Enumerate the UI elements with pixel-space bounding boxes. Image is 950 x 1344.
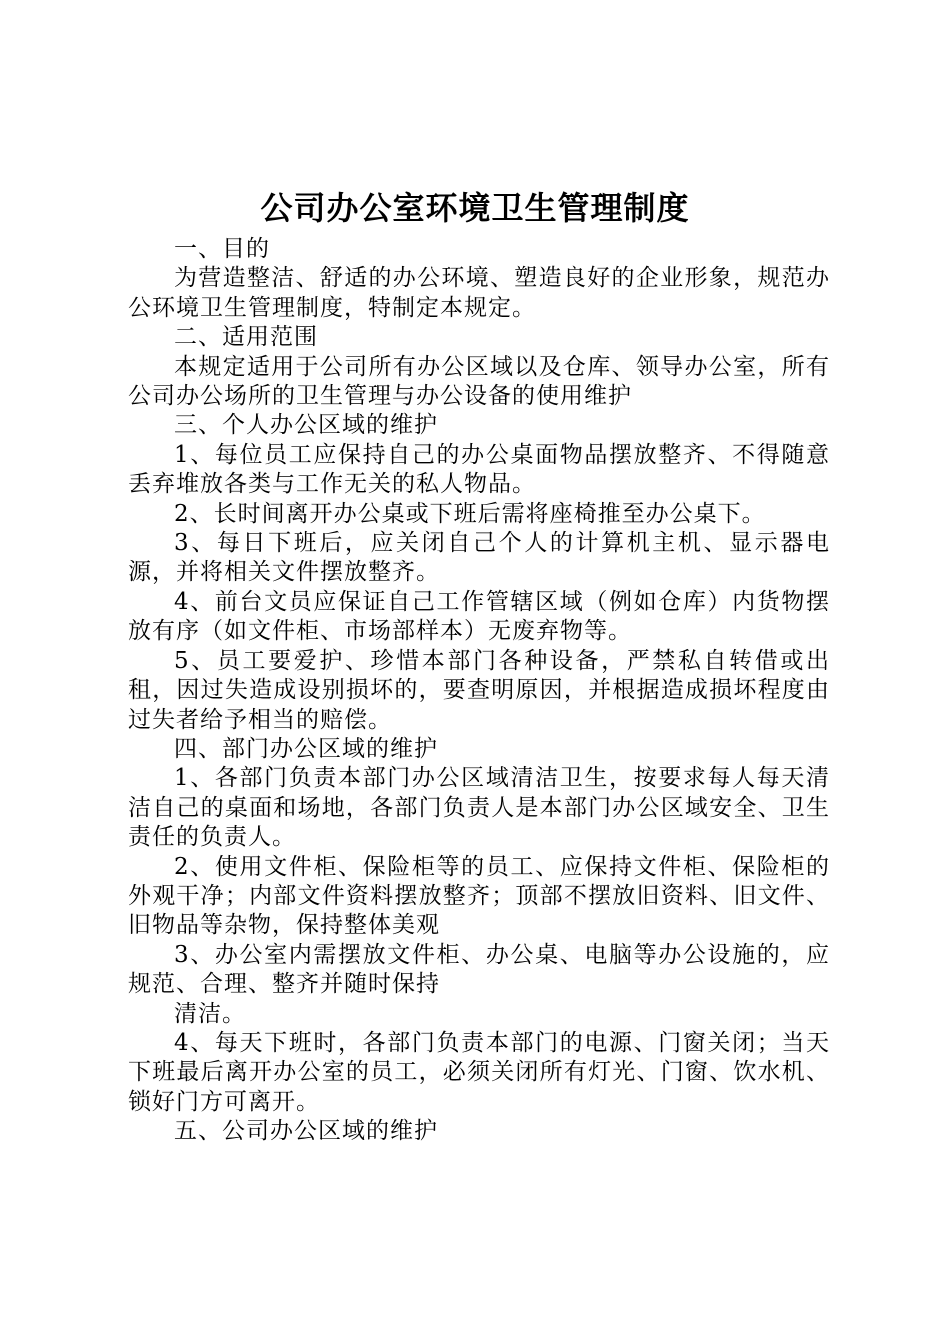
paragraph: 3、办公室内需摆放文件柜、办公桌、电脑等办公设施的，应规范、合理、整齐并随时保持 xyxy=(128,941,830,998)
paragraph: 五、公司办公区域的维护 xyxy=(174,1118,438,1145)
paragraph: 一、目的 xyxy=(174,236,270,262)
paragraph: 清洁。 xyxy=(174,1000,246,1027)
paragraph: 为营造整洁、舒适的办公环境、塑造良好的企业形象，规范办公环境卫生管理制度，特制定本规定。 xyxy=(128,265,830,321)
paragraph: 二、适用范围 xyxy=(174,324,318,351)
paragraph: 1、各部门负责本部门办公区域清洁卫生，按要求每人每天清洁自己的桌面和场地，各部门负责人是本部门办公区域安全、卫生责任的负责人。 xyxy=(128,765,830,851)
paragraph: 3、每日下班后，应关闭自己个人的计算机主机、显示器电源，并将相关文件摆放整齐。 xyxy=(128,530,830,586)
paragraph: 三、个人办公区域的维护 xyxy=(174,412,438,439)
paragraph: 2、长时间离开办公桌或下班后需将座椅推至办公桌下。 xyxy=(174,500,766,527)
document-title: 公司办公室环境卫生管理制度 xyxy=(260,189,690,227)
paragraph: 四、部门办公区域的维护 xyxy=(174,735,438,762)
paragraph: 2、使用文件柜、保险柜等的员工、应保持文件柜、保险柜的外观干净；内部文件资料摆放整齐；顶部不摆放旧资料、旧文件、旧物品等杂物，保持整体美观 xyxy=(128,853,830,939)
paragraph: 4、前台文员应保证自己工作管辖区域（例如仓库）内货物摆放有序（如文件柜、市场部样本）无废弃物等。 xyxy=(128,588,830,645)
paragraph: 1、每位员工应保持自己的办公桌面物品摆放整齐、不得随意丢弃堆放各类与工作无关的私人物品。 xyxy=(128,441,830,498)
paragraph: 本规定适用于公司所有办公区域以及仓库、领导办公室，所有公司办公场所的卫生管理与办公设备的使用维护 xyxy=(128,353,830,410)
paragraph: 4、每天下班时，各部门负责本部门的电源、门窗关闭；当天下班最后离开办公室的员工，必须关闭所有灯光、门窗、饮水机、锁好门方可离开。 xyxy=(128,1029,830,1115)
document-body xyxy=(128,235,830,1147)
paragraph: 5、员工要爱护、珍惜本部门各种设备，严禁私自转借或出租，因过失造成设别损坏的，要查明原因，并根据造成损坏程度由过失者给予相当的赔偿。 xyxy=(128,647,830,733)
